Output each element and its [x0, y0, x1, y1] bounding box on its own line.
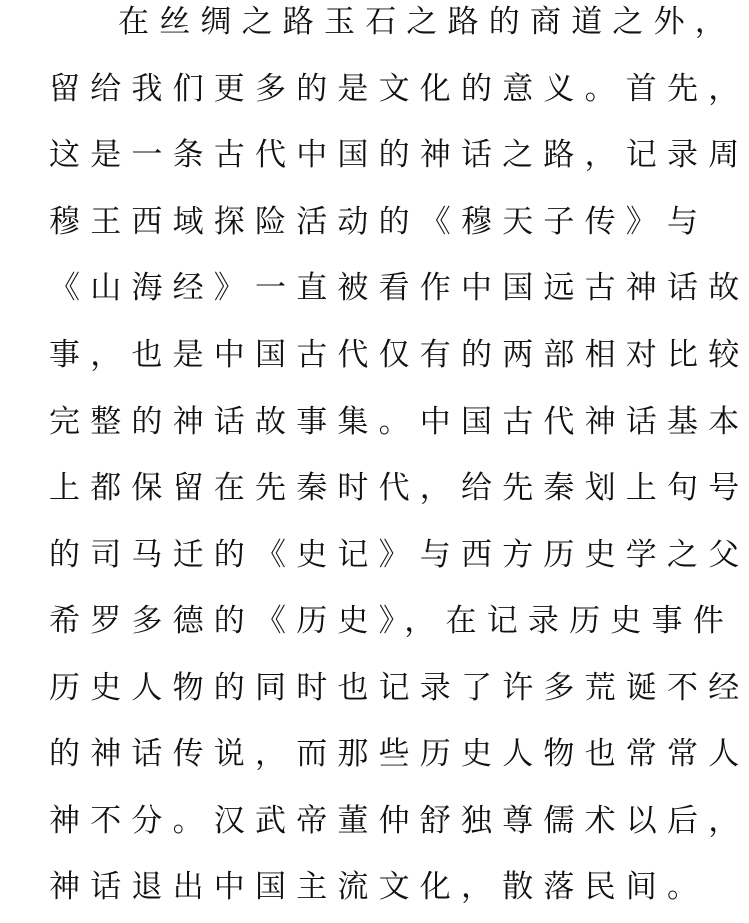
article-line: 神话退出中国主流文化，散落民间。 [49, 869, 709, 905]
article-line: 希罗多德的《历史》，在记录历史事件 [49, 603, 734, 639]
article-line: 这是一条古代中国的神话之路，记录周 [49, 137, 749, 173]
article-line: 上都保留在先秦时代，给先秦划上句号 [49, 470, 749, 506]
article-line: 完整的神话故事集。中国古代神话基本 [49, 404, 749, 440]
article-line: 的司马迁的《史记》与西方历史学之父 [49, 537, 749, 573]
article-line: 在丝绸之路玉石之路的商道之外， [118, 4, 736, 40]
article-line: 事，也是中国古代仅有的两部相对比较 [49, 337, 749, 373]
article-line: 历史人物的同时也记录了许多荒诞不经 [49, 670, 749, 706]
article-line: 留给我们更多的是文化的意义。首先， [49, 71, 749, 107]
article-line: 的神话传说，而那些历史人物也常常人 [49, 736, 749, 772]
article-line: 神不分。汉武帝董仲舒独尊儒术以后， [49, 803, 749, 839]
article-line: 穆王西域探险活动的《穆天子传》与 [49, 204, 709, 240]
article-line: 《山海经》一直被看作中国远古神话故 [49, 270, 749, 306]
